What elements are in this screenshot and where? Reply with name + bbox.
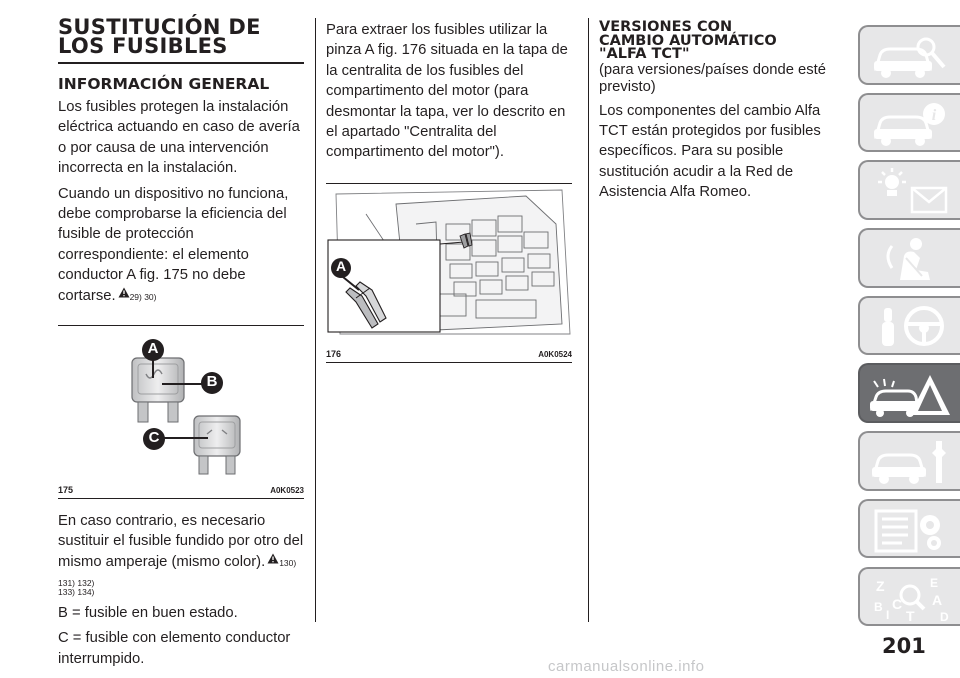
general-info-heading: INFORMACIÓN GENERAL xyxy=(58,75,270,93)
paragraph-tct-fuses: Los componentes del cambio Alfa TCT están protegidos por fusibles específicos. Para su posible sustitución acudir a la Red de Asistencia Alfa Romeo. xyxy=(599,102,821,201)
chapter-tabs xyxy=(858,25,960,634)
column-divider xyxy=(588,18,589,622)
tct-heading xyxy=(599,21,845,62)
paragraph-extract-fuses: Para extraer los fusibles utilizar la pinza A fig. 176 situada en la tapa de la centralita de los fusibles del compartimento del motor (para desmontar la tapa, ver lo descrito en el apartado "Centralita del compartimento del motor"). xyxy=(326,22,568,161)
note-references: 29) 30) xyxy=(129,291,157,302)
tab-car-info[interactable] xyxy=(858,93,960,153)
tab-alphabetical-index[interactable] xyxy=(858,567,960,627)
svg-text:i: i xyxy=(931,106,937,124)
column-divider xyxy=(315,18,316,622)
callout-label-a: A xyxy=(147,340,159,358)
column-2 xyxy=(326,20,572,363)
tab-airbag-seat[interactable] xyxy=(858,228,960,288)
svg-text:B: B xyxy=(874,599,883,614)
paragraph-replace-fuse xyxy=(58,511,304,598)
column-1 xyxy=(58,15,304,669)
page-number: 201 xyxy=(882,634,926,658)
section-title-line-1: SUSTITUCIÓN DE xyxy=(58,15,261,39)
paragraph-fuse-purpose: Los fusibles protegen la instalación eléctrica actuando en caso de avería o por causa de una intervención incorrecta en la instalación. xyxy=(58,99,300,177)
paragraph-check-fuse-text: Cuando un dispositivo no funciona, debe comprobarse la eficiencia del fusible de protección correspondiente: el elemento conductor A fig. 175 no debe cortarse. xyxy=(58,185,289,304)
tab-key-steering[interactable] xyxy=(858,296,960,356)
paragraph-check-fuse xyxy=(58,184,304,306)
paragraph-replace-fuse-text: En caso contrario, es necesario sustituir el fusible fundido por otro del mismo amperaje (mismo color). xyxy=(58,513,304,570)
tab-warning-lights[interactable] xyxy=(858,160,960,220)
section-title xyxy=(58,15,304,64)
fuse-good-shape xyxy=(132,358,184,422)
svg-text:I: I xyxy=(886,607,890,622)
svg-text:C: C xyxy=(892,595,903,612)
tab-specifications[interactable] xyxy=(858,499,960,559)
tct-subtitle: (para versiones/países donde esté previsto) xyxy=(599,61,827,95)
paragraph-fuse-c: C = fusible con elemento conductor interrumpido. xyxy=(58,630,291,667)
warning-icon xyxy=(267,553,279,564)
figure-code: A0K0524 xyxy=(538,349,572,359)
warning-icon xyxy=(118,287,130,298)
fuse-illustration xyxy=(58,326,304,500)
tab-car-maintenance[interactable] xyxy=(858,431,960,491)
section-title-line-2: LOS FUSIBLES xyxy=(58,34,228,58)
alphabetical-index-icon xyxy=(870,575,952,622)
svg-text:E: E xyxy=(930,575,939,590)
airbag-seat-icon xyxy=(870,236,952,283)
figure-number: 175 xyxy=(58,485,74,496)
callout-label-a: A xyxy=(335,257,347,274)
car-maintenance-icon xyxy=(870,439,952,486)
watermark: carmanualsonline.info xyxy=(548,658,705,675)
specifications-icon xyxy=(870,507,952,554)
paragraph-fuse-b: B = fusible en buen estado. xyxy=(58,604,238,621)
car-emergency-icon xyxy=(870,371,952,418)
figure-176 xyxy=(326,183,572,363)
figure-number: 176 xyxy=(326,348,342,359)
callout-label-b: B xyxy=(206,373,218,391)
figure-code: A0K0523 xyxy=(270,486,304,496)
tab-car-emergency[interactable] xyxy=(858,363,960,423)
svg-text:D: D xyxy=(940,609,949,622)
tct-heading-line-2: CAMBIO AUTOMÁTICO xyxy=(599,32,777,49)
tct-heading-line-1: VERSIONES CON xyxy=(599,19,733,35)
warning-lights-icon xyxy=(870,168,952,215)
svg-text:A: A xyxy=(932,591,943,608)
note-references-continued: 133) 134) xyxy=(58,586,95,597)
fuse-blown-shape xyxy=(194,416,240,474)
svg-text:T: T xyxy=(906,607,915,622)
key-steering-icon xyxy=(870,304,952,351)
car-info-icon xyxy=(870,101,952,148)
engine-fuse-box-illustration xyxy=(326,184,572,364)
svg-text:Z: Z xyxy=(876,577,885,594)
note-references: 130) 131) 132) xyxy=(58,557,297,589)
car-search-icon xyxy=(870,33,952,80)
tab-car-search[interactable] xyxy=(858,25,960,85)
callout-label-c: C xyxy=(148,429,160,447)
column-3 xyxy=(599,21,845,203)
tct-heading-line-3: "ALFA TCT" xyxy=(599,46,690,62)
figure-175 xyxy=(58,325,304,499)
